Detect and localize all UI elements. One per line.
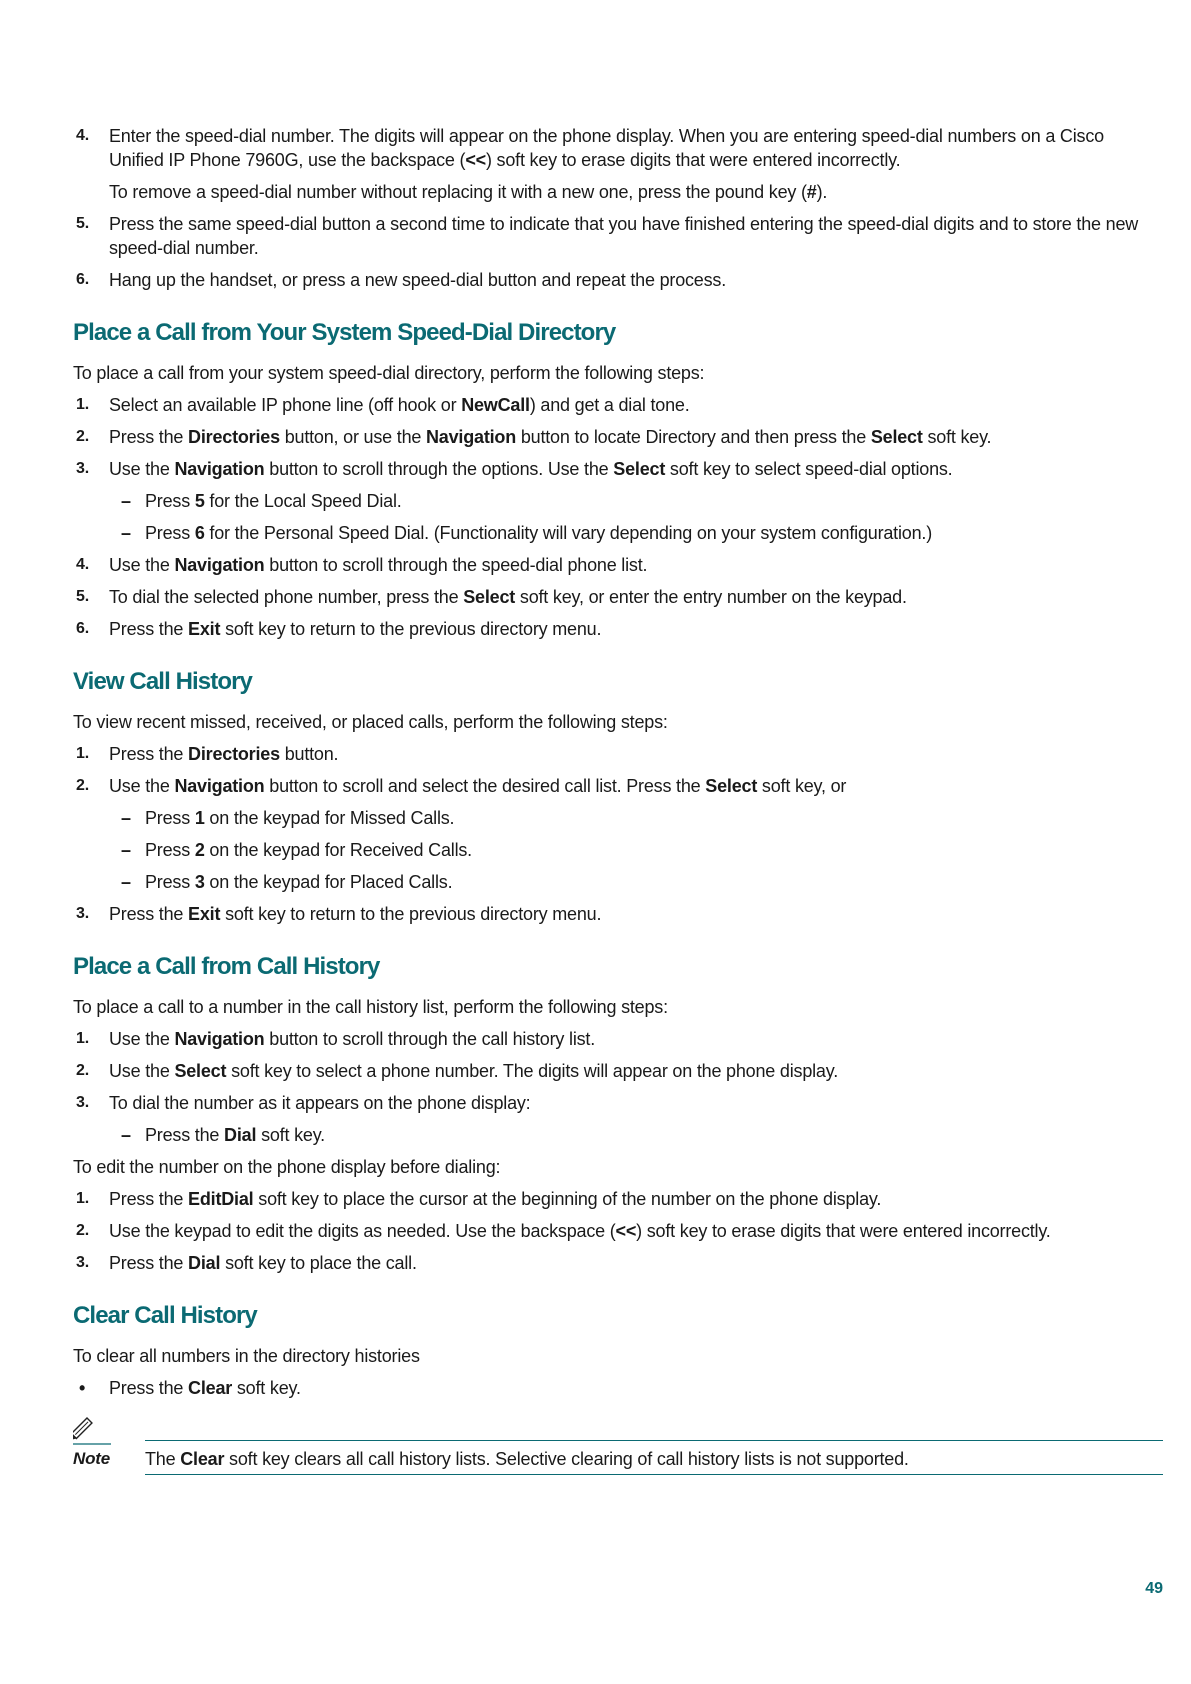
section-intro-edit: To edit the number on the phone display before dialing:	[73, 1157, 501, 1177]
step-3	[73, 902, 1163, 926]
step-text: Select an available IP phone line (off hook or	[109, 395, 462, 415]
step-text: soft key.	[922, 427, 992, 447]
step-continuation	[109, 180, 1163, 204]
bullet-item	[73, 1376, 1163, 1400]
step-text: soft key, or enter the entry number on the keypad.	[515, 587, 907, 607]
step-text: button to scroll through the options. Use the	[264, 459, 614, 479]
sub-step	[73, 838, 1163, 862]
dash-marker: –	[121, 840, 131, 860]
step-text: To dial the selected phone number, press the	[109, 587, 464, 607]
key-label: 1	[194, 808, 205, 828]
step-number: 1.	[76, 745, 89, 762]
note-text-part: soft key clears all call history lists. Selective clearing of call history lists is not supported.	[224, 1449, 909, 1469]
step-text: soft key to place the cursor at the beginning of the number on the phone display.	[253, 1189, 882, 1209]
note-rule-bottom	[145, 1474, 1163, 1475]
dash-marker: –	[121, 1125, 131, 1145]
dash-marker: –	[121, 808, 131, 828]
step-1	[73, 742, 1163, 766]
softkey-label: Clear	[188, 1378, 233, 1398]
step-number: 3.	[76, 1094, 89, 1111]
page-number: 49	[1145, 1580, 1163, 1597]
step-number: 2.	[76, 428, 89, 445]
pencil-icon	[73, 1414, 113, 1446]
button-label: Navigation	[174, 555, 265, 575]
sub-step	[73, 521, 1163, 545]
softkey-label: Dial	[188, 1253, 221, 1273]
key-label: 3	[194, 872, 205, 892]
step-text: soft key, or	[757, 776, 847, 796]
heading-clear-call-history: Clear Call History	[73, 1302, 257, 1329]
sub-text: Press	[145, 491, 195, 511]
button-label: Directories	[188, 427, 280, 447]
step-text: Hang up the handset, or press a new speed-dial button and repeat the process.	[109, 270, 727, 290]
step-text: Use the	[109, 776, 175, 796]
step-text: Press the	[109, 904, 189, 924]
step-number: 4.	[76, 556, 89, 573]
step-text: soft key to select speed-dial options.	[665, 459, 953, 479]
step-2	[73, 774, 1163, 798]
step-number: 1.	[76, 1190, 89, 1207]
note-text-part: The	[145, 1449, 181, 1469]
step-1	[73, 1027, 1163, 1051]
cont-text: To remove a speed-dial number without replacing it with a new one, press the pound key (	[109, 182, 807, 202]
step-number: 2.	[76, 1222, 89, 1239]
sub-text: Press	[145, 523, 195, 543]
edit-step-1	[73, 1187, 1163, 1211]
section-intro: To view recent missed, received, or placed calls, perform the following steps:	[73, 712, 668, 732]
step-text: Use the	[109, 459, 175, 479]
softkey-label: Exit	[188, 904, 221, 924]
step-number: 5.	[76, 588, 89, 605]
note-rule-top	[145, 1440, 1163, 1441]
heading-view-call-history: View Call History	[73, 668, 252, 695]
cont-text: ).	[816, 182, 828, 202]
button-label: Navigation	[174, 1029, 265, 1049]
pound-key-label: #	[806, 182, 817, 202]
step-number: 3.	[76, 460, 89, 477]
softkey-label: Clear	[180, 1449, 225, 1469]
step-6	[73, 617, 1163, 641]
step-text: Use the	[109, 1061, 175, 1081]
step-text: button to scroll through the speed-dial phone list.	[264, 555, 648, 575]
step-text: Use the	[109, 1029, 175, 1049]
step-number: 6.	[76, 271, 89, 288]
step-5	[73, 585, 1163, 609]
page-content	[73, 124, 1163, 1474]
button-label: Navigation	[426, 427, 517, 447]
sub-text: Press the	[145, 1125, 225, 1145]
softkey-label: Exit	[188, 619, 221, 639]
step-text: soft key to return to the previous directory menu.	[220, 904, 602, 924]
backspace-key-label: <<	[465, 150, 486, 170]
note-box	[73, 1414, 1163, 1474]
button-label: Navigation	[174, 776, 265, 796]
step-text: button.	[279, 744, 339, 764]
note-text	[145, 1447, 909, 1471]
step-text: Press the same speed-dial button a second time to indicate that you have finished entering the speed-dial digits and to store the new speed-dial number.	[109, 214, 1139, 258]
note-label: Note	[73, 1449, 110, 1468]
sub-text: for the Local Speed Dial.	[204, 491, 402, 511]
key-label: 2	[194, 840, 205, 860]
softkey-label: Select	[613, 459, 666, 479]
step-text: Use the	[109, 555, 175, 575]
heading-system-speed-dial: Place a Call from Your System Speed-Dial Directory	[73, 319, 616, 346]
edit-step-3	[73, 1251, 1163, 1275]
step-text: soft key to place the call.	[220, 1253, 417, 1273]
sub-text: Press	[145, 872, 195, 892]
backspace-key-label: <<	[615, 1221, 637, 1241]
step-text: soft key to return to the previous directory menu.	[220, 619, 602, 639]
heading-place-call-from-history: Place a Call from Call History	[73, 953, 380, 980]
step-text: Press the	[109, 744, 189, 764]
sub-text: Press	[145, 808, 195, 828]
step-text: button to scroll through the call history list.	[264, 1029, 596, 1049]
step-number: 2.	[76, 777, 89, 794]
step-text: ) soft key to erase digits that were entered incorrectly.	[636, 1221, 1051, 1241]
step-text: Enter the speed-dial number. The digits will appear on the phone display. When you are entering speed-dial numbers on a Cisco Unified IP Phone 7960G, use the backspace (	[109, 126, 1104, 170]
step-text: Press the	[109, 1253, 189, 1273]
sub-text: on the keypad for Missed Calls.	[204, 808, 455, 828]
step-text: Press the	[109, 427, 189, 447]
sub-step	[73, 489, 1163, 513]
step-number: 3.	[76, 905, 89, 922]
step-1	[73, 393, 1163, 417]
step-text: Press the	[109, 619, 189, 639]
section-intro: To place a call from your system speed-dial directory, perform the following steps:	[73, 363, 705, 383]
dash-marker: –	[121, 523, 131, 543]
sub-step	[73, 870, 1163, 894]
softkey-label: Select	[870, 427, 923, 447]
edit-step-2	[73, 1219, 1163, 1243]
step-text: Use the keypad to edit the digits as needed. Use the backspace (	[109, 1221, 616, 1241]
section-intro: To place a call to a number in the call history list, perform the following steps:	[73, 997, 668, 1017]
step-text: ) soft key to erase digits that were entered incorrectly.	[485, 150, 901, 170]
step-text: To dial the number as it appears on the phone display:	[109, 1093, 531, 1113]
step-number: 1.	[76, 1030, 89, 1047]
key-label: 6	[194, 523, 205, 543]
softkey-label: NewCall	[461, 395, 530, 415]
sub-text: Press	[145, 840, 195, 860]
softkey-label: Select	[705, 776, 758, 796]
step-text: soft key to select a phone number. The digits will appear on the phone display.	[226, 1061, 839, 1081]
softkey-label: EditDial	[188, 1189, 254, 1209]
step-2	[73, 1059, 1163, 1083]
softkey-label: Dial	[224, 1125, 257, 1145]
sub-text: for the Personal Speed Dial. (Functionality will vary depending on your system configuration.)	[204, 523, 933, 543]
bullet-text: Press the	[109, 1378, 189, 1398]
dash-marker: –	[121, 491, 131, 511]
step-number: 3.	[76, 1254, 89, 1271]
step-4-enter-number	[73, 124, 1163, 204]
key-label: 5	[194, 491, 205, 511]
step-number: 1.	[76, 396, 89, 413]
softkey-label: Select	[463, 587, 516, 607]
sub-text: soft key.	[256, 1125, 325, 1145]
bullet-text: soft key.	[232, 1378, 301, 1398]
softkey-label: Select	[174, 1061, 227, 1081]
step-3	[73, 457, 1163, 481]
step-text: ) and get a dial tone.	[529, 395, 690, 415]
dash-marker: –	[121, 872, 131, 892]
step-text: button, or use the	[279, 427, 426, 447]
button-label: Directories	[188, 744, 280, 764]
step-text: button to scroll and select the desired call list. Press the	[264, 776, 706, 796]
step-text: Press the	[109, 1189, 189, 1209]
sub-step	[73, 1123, 1163, 1147]
step-text: button to locate Directory and then press the	[516, 427, 871, 447]
step-number: 2.	[76, 1062, 89, 1079]
sub-text: on the keypad for Placed Calls.	[204, 872, 453, 892]
step-number: 4.	[76, 127, 89, 144]
bullet-marker: •	[79, 1378, 86, 1398]
step-5-press-again	[73, 212, 1163, 260]
button-label: Navigation	[174, 459, 265, 479]
step-4	[73, 553, 1163, 577]
step-number: 5.	[76, 215, 89, 232]
step-6-hang-up	[73, 268, 1163, 292]
step-number: 6.	[76, 620, 89, 637]
section-intro: To clear all numbers in the directory histories	[73, 1346, 420, 1366]
sub-text: on the keypad for Received Calls.	[204, 840, 472, 860]
step-2	[73, 425, 1163, 449]
step-3	[73, 1091, 1163, 1115]
sub-step	[73, 806, 1163, 830]
